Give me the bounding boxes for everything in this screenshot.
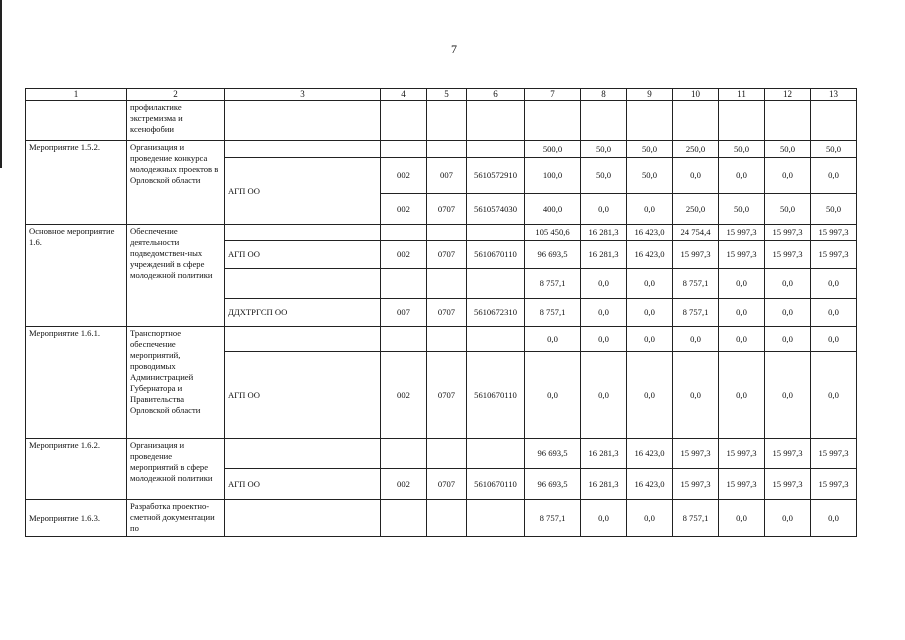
scan-edge-line xyxy=(0,0,2,168)
value-cell: 0,0 xyxy=(525,327,581,352)
value-cell: 15 997,3 xyxy=(673,469,719,500)
cell xyxy=(627,101,673,141)
header-row xyxy=(26,89,857,101)
cell xyxy=(381,269,427,299)
activity-label: Мероприятие 1.6.1. xyxy=(26,327,127,439)
value-cell: 16 281,3 xyxy=(581,439,627,469)
table-row xyxy=(26,101,857,141)
value-cell: 50,0 xyxy=(765,194,811,225)
value-cell: 8 757,1 xyxy=(673,500,719,537)
cell xyxy=(467,439,525,469)
cell xyxy=(225,500,381,537)
value-cell: 15 997,3 xyxy=(811,241,857,269)
value-cell: 8 757,1 xyxy=(673,299,719,327)
cell xyxy=(427,439,467,469)
activity-description: Разработка проектно-сметной документации по xyxy=(127,500,225,537)
value-cell: 15 997,3 xyxy=(811,439,857,469)
code-cell: 002 xyxy=(381,241,427,269)
code-cell: 007 xyxy=(381,299,427,327)
cell xyxy=(225,101,381,141)
value-cell: 500,0 xyxy=(525,141,581,158)
cell xyxy=(467,327,525,352)
continuation-text: профилактике экстремизма и ксенофобии xyxy=(127,101,225,141)
value-cell: 50,0 xyxy=(811,194,857,225)
code-cell: 5610572910 xyxy=(467,158,525,194)
cell xyxy=(467,101,525,141)
cell xyxy=(381,327,427,352)
value-cell: 0,0 xyxy=(719,158,765,194)
cell xyxy=(673,101,719,141)
value-cell: 0,0 xyxy=(765,327,811,352)
value-cell: 96 693,5 xyxy=(525,439,581,469)
code-cell: 0707 xyxy=(427,241,467,269)
cell xyxy=(467,141,525,158)
executor-cell: АГП ОО xyxy=(225,158,381,225)
cell xyxy=(525,101,581,141)
code-cell: 002 xyxy=(381,194,427,225)
value-cell: 0,0 xyxy=(581,500,627,537)
value-cell: 15 997,3 xyxy=(811,469,857,500)
col-header: 5 xyxy=(427,89,467,101)
code-cell: 5610672310 xyxy=(467,299,525,327)
table-row xyxy=(26,500,857,537)
col-header: 10 xyxy=(673,89,719,101)
col-header: 3 xyxy=(225,89,381,101)
value-cell: 15 997,3 xyxy=(719,225,765,241)
cell xyxy=(427,141,467,158)
table-row xyxy=(26,141,857,158)
code-cell: 007 xyxy=(427,158,467,194)
value-cell: 16 423,0 xyxy=(627,469,673,500)
value-cell: 15 997,3 xyxy=(765,469,811,500)
activity-label: Мероприятие 1.6.3. xyxy=(26,500,127,537)
value-cell: 50,0 xyxy=(765,141,811,158)
executor-cell: АГП ОО xyxy=(225,352,381,439)
value-cell: 16 423,0 xyxy=(627,241,673,269)
col-header: 8 xyxy=(581,89,627,101)
value-cell: 15 997,3 xyxy=(673,241,719,269)
value-cell: 0,0 xyxy=(627,352,673,439)
cell xyxy=(467,500,525,537)
cell xyxy=(427,269,467,299)
table-row xyxy=(26,439,857,469)
value-cell: 16 423,0 xyxy=(627,439,673,469)
code-cell: 0707 xyxy=(427,469,467,500)
activity-label: Основное мероприятие 1.6. xyxy=(26,225,127,327)
budget-table xyxy=(25,88,857,537)
col-header: 2 xyxy=(127,89,225,101)
cell xyxy=(427,500,467,537)
value-cell: 50,0 xyxy=(719,194,765,225)
value-cell: 16 281,3 xyxy=(581,225,627,241)
value-cell: 0,0 xyxy=(765,500,811,537)
value-cell: 24 754,4 xyxy=(673,225,719,241)
value-cell: 0,0 xyxy=(811,500,857,537)
value-cell: 0,0 xyxy=(627,327,673,352)
value-cell: 0,0 xyxy=(719,352,765,439)
cell xyxy=(225,439,381,469)
value-cell: 0,0 xyxy=(627,194,673,225)
activity-description: Организация и проведение мероприятий в сфере молодежной политики xyxy=(127,439,225,500)
code-cell: 002 xyxy=(381,158,427,194)
activity-description: Организация и проведение конкурса молодежных проектов в Орловской области xyxy=(127,141,225,225)
value-cell: 8 757,1 xyxy=(525,269,581,299)
code-cell: 5610670110 xyxy=(467,469,525,500)
cell xyxy=(225,269,381,299)
value-cell: 50,0 xyxy=(627,141,673,158)
value-cell: 50,0 xyxy=(811,141,857,158)
value-cell: 0,0 xyxy=(719,299,765,327)
value-cell: 8 757,1 xyxy=(525,299,581,327)
activity-label: Мероприятие 1.5.2. xyxy=(26,141,127,225)
value-cell: 0,0 xyxy=(765,352,811,439)
code-cell: 0707 xyxy=(427,352,467,439)
value-cell: 96 693,5 xyxy=(525,469,581,500)
code-cell: 002 xyxy=(381,469,427,500)
executor-cell: ДДХТРГСП ОО xyxy=(225,299,381,327)
value-cell: 0,0 xyxy=(719,327,765,352)
value-cell: 50,0 xyxy=(581,141,627,158)
value-cell: 16 281,3 xyxy=(581,241,627,269)
value-cell: 0,0 xyxy=(765,269,811,299)
cell xyxy=(467,269,525,299)
value-cell: 16 281,3 xyxy=(581,469,627,500)
cell xyxy=(381,225,427,241)
value-cell: 250,0 xyxy=(673,194,719,225)
value-cell: 0,0 xyxy=(811,327,857,352)
cell xyxy=(427,327,467,352)
col-header: 4 xyxy=(381,89,427,101)
table-row xyxy=(26,327,857,352)
col-header: 13 xyxy=(811,89,857,101)
activity-description: Обеспечение деятельности подведомствен-ных учреждений в сфере молодежной политики xyxy=(127,225,225,327)
col-header: 11 xyxy=(719,89,765,101)
cell xyxy=(719,101,765,141)
value-cell: 15 997,3 xyxy=(719,241,765,269)
value-cell: 105 450,6 xyxy=(525,225,581,241)
value-cell: 50,0 xyxy=(581,158,627,194)
cell xyxy=(765,101,811,141)
code-cell: 002 xyxy=(381,352,427,439)
cell xyxy=(381,439,427,469)
value-cell: 0,0 xyxy=(673,158,719,194)
col-header: 9 xyxy=(627,89,673,101)
value-cell: 0,0 xyxy=(811,352,857,439)
value-cell: 400,0 xyxy=(525,194,581,225)
value-cell: 0,0 xyxy=(525,352,581,439)
value-cell: 0,0 xyxy=(811,158,857,194)
value-cell: 50,0 xyxy=(719,141,765,158)
value-cell: 8 757,1 xyxy=(673,269,719,299)
executor-cell: АГП ОО xyxy=(225,469,381,500)
cell xyxy=(581,101,627,141)
col-header: 12 xyxy=(765,89,811,101)
value-cell: 0,0 xyxy=(811,299,857,327)
col-header: 6 xyxy=(467,89,525,101)
cell xyxy=(467,225,525,241)
value-cell: 15 997,3 xyxy=(673,439,719,469)
value-cell: 15 997,3 xyxy=(719,439,765,469)
value-cell: 0,0 xyxy=(581,327,627,352)
value-cell: 0,0 xyxy=(627,269,673,299)
code-cell: 0707 xyxy=(427,299,467,327)
value-cell: 0,0 xyxy=(719,500,765,537)
cell xyxy=(225,225,381,241)
executor-cell: АГП ОО xyxy=(225,241,381,269)
cell xyxy=(427,101,467,141)
value-cell: 15 997,3 xyxy=(765,439,811,469)
cell xyxy=(381,500,427,537)
activity-description: Транспортное обеспечение мероприятий, проводимых Администрацией Губернатора и Правительства Орловской области xyxy=(127,327,225,439)
value-cell: 50,0 xyxy=(627,158,673,194)
cell xyxy=(427,225,467,241)
code-cell: 5610670110 xyxy=(467,352,525,439)
cell xyxy=(26,101,127,141)
activity-label: Мероприятие 1.6.2. xyxy=(26,439,127,500)
value-cell: 0,0 xyxy=(581,352,627,439)
value-cell: 0,0 xyxy=(811,269,857,299)
value-cell: 0,0 xyxy=(765,158,811,194)
value-cell: 15 997,3 xyxy=(719,469,765,500)
value-cell: 15 997,3 xyxy=(765,241,811,269)
value-cell: 15 997,3 xyxy=(765,225,811,241)
code-cell: 5610574030 xyxy=(467,194,525,225)
cell xyxy=(225,327,381,352)
page-number: 7 xyxy=(451,42,457,56)
value-cell: 15 997,3 xyxy=(811,225,857,241)
col-header: 1 xyxy=(26,89,127,101)
value-cell: 250,0 xyxy=(673,141,719,158)
value-cell: 0,0 xyxy=(581,299,627,327)
value-cell: 0,0 xyxy=(627,500,673,537)
code-cell: 0707 xyxy=(427,194,467,225)
cell xyxy=(381,101,427,141)
col-header: 7 xyxy=(525,89,581,101)
value-cell: 96 693,5 xyxy=(525,241,581,269)
cell xyxy=(381,141,427,158)
value-cell: 8 757,1 xyxy=(525,500,581,537)
value-cell: 0,0 xyxy=(581,269,627,299)
code-cell: 5610670110 xyxy=(467,241,525,269)
value-cell: 100,0 xyxy=(525,158,581,194)
cell xyxy=(225,141,381,158)
table-row xyxy=(26,225,857,241)
value-cell: 0,0 xyxy=(719,269,765,299)
value-cell: 0,0 xyxy=(765,299,811,327)
cell xyxy=(811,101,857,141)
value-cell: 16 423,0 xyxy=(627,225,673,241)
value-cell: 0,0 xyxy=(581,194,627,225)
value-cell: 0,0 xyxy=(673,352,719,439)
value-cell: 0,0 xyxy=(627,299,673,327)
value-cell: 0,0 xyxy=(673,327,719,352)
